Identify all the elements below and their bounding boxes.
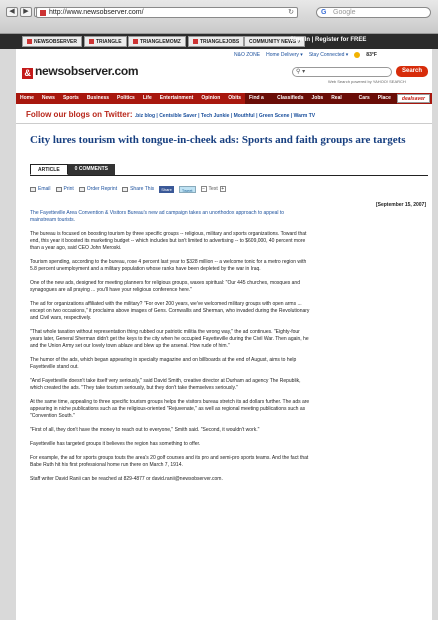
nav-entertainment[interactable]: Entertainment <box>159 95 194 101</box>
forward-icon[interactable]: ▶ <box>20 7 32 17</box>
tweet-button[interactable]: Tweet <box>179 186 196 193</box>
article-paragraph: "That whole taxation without representation thing rubbed our patriotic militia the wrong way," the ad continues. "Eighty-four years later, General Sherman didn't get the keys to the city when he occupied Fayetteville during the Civil War. Then again, he and the Union Army set our lovely town ablaze and blew up the arsenal. How rude of him." <box>30 329 309 349</box>
site-header <box>16 49 432 93</box>
article-paragraph: The ad for organizations affiliated with the military? "For over 200 years, we've welcomed military groups with open arms ... except on two occasions," it proclaims above images of Gens. Cornwallis and Sherman, who invaded during the Revolutionary and Civil wars, respectively. <box>30 301 310 321</box>
decrease-text-button[interactable]: − <box>202 186 205 192</box>
text-size-control <box>201 186 226 192</box>
weather-temp[interactable]: 83°F <box>366 52 377 58</box>
share-this-label: Share This <box>130 186 155 192</box>
network-tab-label: COMMUNITY NEWS ▾ <box>249 38 301 45</box>
tab-article[interactable]: ARTICLE <box>30 164 68 175</box>
tab-comments[interactable]: 0 COMMENTS <box>68 164 115 175</box>
article-body <box>30 210 310 490</box>
article-paragraph: Tourism spending, according to the bureau, rose 4 percent last year to $328 million -- a welcome tonic for a metro region with 5.8 percent unemployment and a military population whose ranks have been depleted by the war in Iraq. <box>30 259 307 272</box>
article-paragraph: Fayetteville has targeted groups it believes the region has something to offer. <box>30 441 201 447</box>
twitter-blog-links[interactable]: .biz blog | Centsible Saver | Tech Junkie | Mouthful | Green Scene | Warm TV <box>134 113 316 119</box>
main-nav <box>16 93 432 112</box>
nav-sports[interactable]: Sports <box>62 95 79 101</box>
order-reprint-label: Order Reprint <box>86 186 118 192</box>
search-option-dropdown[interactable]: ▾ <box>302 69 306 75</box>
network-tab-newsobserver[interactable] <box>22 36 82 47</box>
print-label: Print <box>63 186 74 192</box>
trianglejobs-icon <box>193 39 198 44</box>
url-bar[interactable] <box>36 7 298 18</box>
nav-business[interactable]: Business <box>86 95 110 101</box>
article-paragraph: Staff writer David Ranii can be reached at 829-4877 or david.ranii@newsobserver.com. <box>30 476 223 482</box>
article-paragraph: The humor of the ads, which began appearing in specialty magazine and on billboards at the end of August, aims to help Fayetteville stand out. <box>30 357 297 370</box>
favicon-icon <box>40 10 46 16</box>
article-paragraph: "First of all, they don't have the money to reach out to everyone," Smith said. "Second, it wouldn't work." <box>30 427 260 433</box>
nav-place-ad[interactable]: Place Ad <box>374 93 397 104</box>
search-icon: ⚲ <box>296 69 301 75</box>
site-logo[interactable] <box>22 64 138 79</box>
article-paragraph: For example, the ad for sports groups touts the area's 20 golf courses and its pro and semi-pro sports teams. And the fact that Babe Ruth hit his first professional home run there on March 7, 1914. <box>30 455 309 468</box>
increase-text-button[interactable]: + <box>221 186 225 192</box>
dealsaver-link[interactable]: dealsaver <box>397 94 430 103</box>
trianglemomz-icon <box>133 39 138 44</box>
divider <box>16 123 432 124</box>
site-page <box>16 49 432 620</box>
newsobserver-icon <box>27 39 32 44</box>
nav-life[interactable]: Life <box>142 95 152 101</box>
browser-search-field[interactable] <box>316 7 431 18</box>
nav-home[interactable]: Home <box>20 95 34 101</box>
network-bar <box>0 34 438 49</box>
stay-connected-link[interactable]: Stay Connected ▾ <box>308 52 349 58</box>
article-paragraph: At the same time, appealing to three specific tourism groups helps the visitors bureau stretch its ad dollars further. The ads are appearing in niche publications such as the religious-oriented "Rejuvenate," as well as regional meeting publications such as "Convention South." <box>30 399 310 419</box>
site-search-button[interactable]: Search <box>396 66 428 77</box>
home-delivery-link[interactable]: Home Delivery ▾ <box>266 52 303 58</box>
no-zone-link[interactable]: N&O ZONE <box>234 52 261 58</box>
email-tool[interactable] <box>30 186 51 192</box>
article-tools <box>30 184 428 194</box>
facebook-share-button[interactable]: Share <box>161 186 172 192</box>
signin-register-link[interactable]: Sign In | Register for FREE <box>290 37 367 43</box>
nav-jobs[interactable]: Jobs <box>308 93 328 104</box>
nav-real-estate[interactable]: Real Estate <box>327 93 354 104</box>
article-tabs <box>30 164 428 176</box>
article-date: [September 15, 2007] <box>375 202 426 208</box>
print-tool[interactable] <box>56 186 74 192</box>
twitter-follow-bar <box>26 110 426 119</box>
network-tab-label: TRIANGLEMOMZ <box>140 38 181 45</box>
article-paragraph: One of the new ads, designed for meeting planners for religious groups, waxes spiritual: "Our 445 churches, mosques and synagogues are all praying ... you'll have your religious conference here." <box>30 280 300 293</box>
email-label: Email <box>38 186 51 192</box>
network-tab-label: TRIANGLEJOBS <box>200 38 240 45</box>
order-reprint-tool[interactable] <box>79 186 117 192</box>
reload-icon[interactable]: ↻ <box>288 9 294 16</box>
google-icon: G <box>321 9 327 16</box>
nav-politics[interactable]: Politics <box>117 95 135 101</box>
text-size-label: Text <box>208 186 218 192</box>
network-tab-triangle[interactable] <box>84 36 127 47</box>
nav-find-a-save[interactable]: Find a Save <box>245 93 273 104</box>
search-powered-by: Web Search powered by YAHOO! SEARCH <box>328 79 406 84</box>
article-paragraph: "And Fayetteville doesn't take itself very seriously," said David Smith, creative director at Durham ad agency The Republik, which created the ads. "They take tourism seriously, but they don't take themselves seriously." <box>30 378 301 391</box>
email-icon <box>30 187 36 192</box>
article-headline: City lures tourism with tongue-in-cheek ads: Sports and faith groups are targets <box>30 134 406 146</box>
logo-ampersand-icon: & <box>22 68 33 79</box>
network-tab-trianglemomz[interactable] <box>128 36 186 47</box>
reprint-icon <box>79 187 85 192</box>
twitter-follow-label: Follow our blogs on Twitter: <box>26 110 133 119</box>
share-this-tool[interactable] <box>122 186 154 192</box>
triangle-icon <box>89 39 94 44</box>
header-links <box>234 52 377 58</box>
url-text: http://www.newsobserver.com/ <box>49 9 144 16</box>
browser-search-placeholder: Google <box>333 9 356 16</box>
article-paragraph: The Fayetteville Area Convention & Visitors Bureau's new ad campaign takes an unorthodox approach to appeal to mainstream tourists. <box>30 210 285 223</box>
article-paragraph: The bureau is focused on boosting tourism by three specific groups -- religious, military and sports organizations. Toward that end, this year it boosted its marketing budget -- which includes but isn't limited to advertising -- to $609,000, 40 percent more than a year ago, said CEO John Meroski. <box>30 231 307 251</box>
browser-chrome <box>0 0 438 34</box>
nav-classifieds[interactable]: Classifieds <box>273 93 307 104</box>
network-tab-label: TRIANGLE <box>96 38 122 45</box>
back-icon[interactable]: ◀ <box>6 7 18 17</box>
site-search-input[interactable] <box>292 67 392 77</box>
sun-icon <box>354 52 360 58</box>
nav-obits[interactable]: Obits <box>228 95 242 101</box>
share-icon <box>122 187 128 192</box>
print-icon <box>56 187 62 192</box>
network-tab-trianglejobs[interactable] <box>188 36 244 47</box>
network-tab-label: NEWSOBSERVER <box>34 38 77 45</box>
nav-opinion[interactable]: Opinion <box>201 95 221 101</box>
logo-text: newsobserver.com <box>35 64 139 78</box>
nav-news[interactable]: News <box>41 95 55 101</box>
nav-cars[interactable]: Cars <box>355 93 374 104</box>
